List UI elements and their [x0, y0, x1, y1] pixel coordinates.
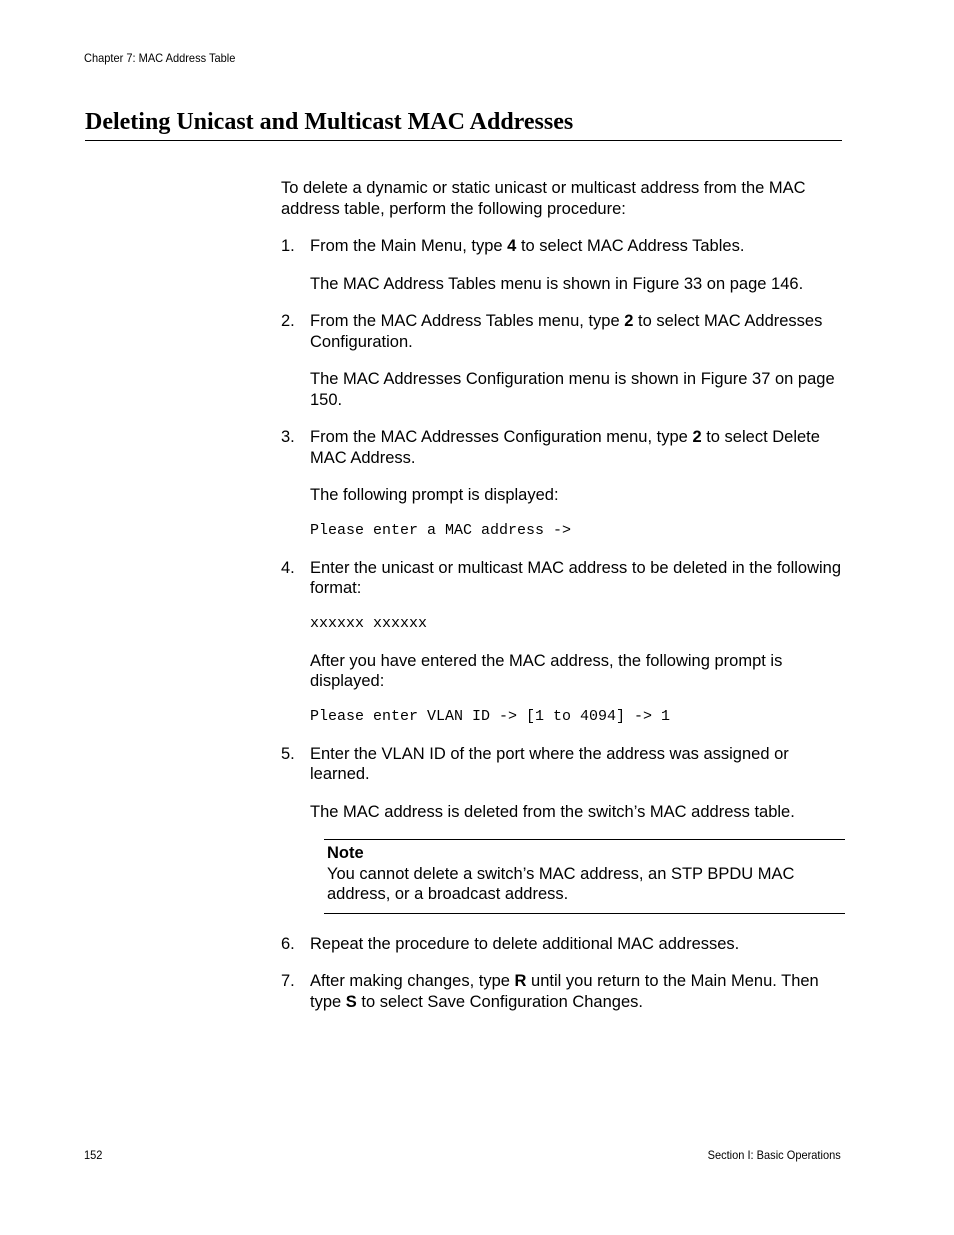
step-subtext: The MAC Addresses Configuration menu is shown in Figure 37 on page 150. — [310, 370, 835, 409]
step-text: Repeat the procedure to delete additional MAC addresses. — [310, 934, 740, 953]
page-title: Deleting Unicast and Multicast MAC Addresses — [85, 107, 842, 141]
step-text: From the Main Menu, type 4 to select MAC Address Tables. — [310, 237, 745, 255]
key-label: S — [345, 992, 357, 1011]
step-number: 7. — [281, 972, 295, 990]
key-label: 4 — [507, 237, 517, 255]
step-text: From the MAC Addresses Configuration menu, type 2 to select Delete MAC Address. — [310, 428, 820, 467]
code-prompt: Please enter a MAC address -> — [310, 521, 572, 539]
step-1 — [281, 236, 846, 294]
step-2 — [281, 311, 846, 410]
step-7 — [281, 971, 846, 1012]
procedure-steps — [281, 236, 846, 1012]
note-title: Note — [327, 844, 364, 862]
step-number: 1. — [281, 237, 295, 255]
note-text: You cannot delete a switch’s MAC address, an STP BPDU MAC address, or a broadcast address. — [327, 864, 795, 903]
step-5 — [281, 744, 846, 914]
running-header: Chapter 7: MAC Address Table — [84, 51, 236, 65]
step-4 — [281, 558, 846, 727]
page-number: 152 — [84, 1148, 103, 1162]
step-subtext: After you have entered the MAC address, the following prompt is displayed: — [310, 651, 783, 690]
step-text: Enter the VLAN ID of the port where the address was assigned or learned. — [310, 744, 789, 783]
step-6 — [281, 934, 846, 955]
step-number: 4. — [281, 558, 295, 577]
step-text: From the MAC Address Tables menu, type 2 to select MAC Addresses Configuration. — [310, 312, 823, 351]
code-prompt: Please enter VLAN ID -> [1 to 4094] -> 1 — [310, 707, 671, 725]
key-label: 2 — [692, 428, 702, 446]
code-format: xxxxxx xxxxxx — [310, 614, 428, 632]
step-number: 6. — [281, 934, 295, 953]
step-3 — [281, 427, 846, 541]
step-number: 3. — [281, 428, 295, 446]
key-label: R — [514, 972, 527, 990]
section-footer: Section I: Basic Operations — [707, 1148, 841, 1162]
key-label: 2 — [624, 312, 634, 330]
step-subtext: The MAC Address Tables menu is shown in Figure 33 on page 146. — [310, 274, 804, 293]
step-subtext: The MAC address is deleted from the switch’s MAC address table. — [310, 802, 795, 821]
step-number: 5. — [281, 744, 295, 763]
intro-paragraph: To delete a dynamic or static unicast or multicast address from the MAC address table, perform the following procedure: — [281, 179, 806, 218]
step-subtext: The following prompt is displayed: — [310, 486, 559, 504]
step-text: Enter the unicast or multicast MAC address to be deleted in the following format: — [310, 558, 842, 597]
note-box — [324, 839, 845, 914]
step-number: 2. — [281, 312, 295, 330]
procedure-body — [281, 178, 846, 1029]
step-text: After making changes, type R until you return to the Main Menu. Then type S to select Save Configuration Changes. — [310, 972, 819, 1011]
